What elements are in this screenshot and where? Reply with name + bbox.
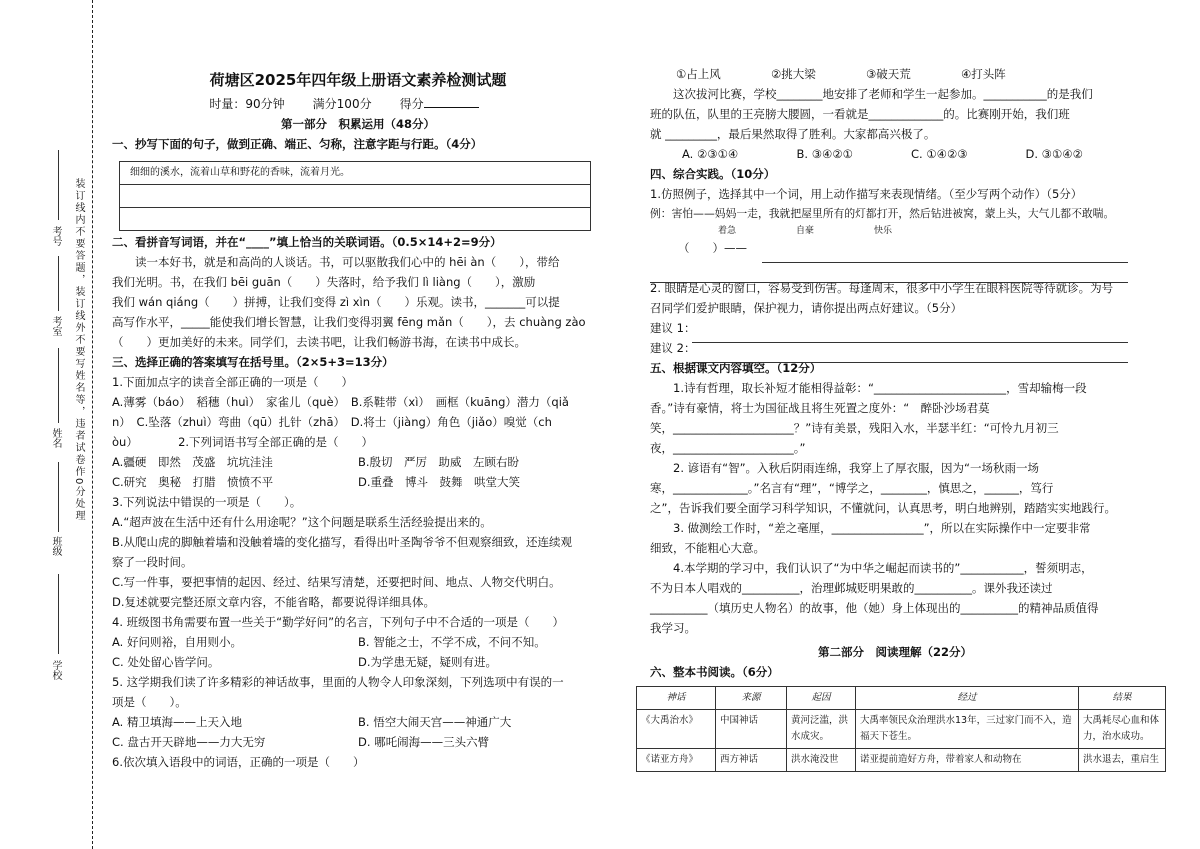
cell-result: 大禹耗尽心血和体力，治水成功。 <box>1079 710 1166 749</box>
practice1-answer-line-2[interactable] <box>650 282 1128 283</box>
q5-line-1: 5. 这学期我们读了许多精彩的神话故事，里面的人物令人印象深刻，下列选项中有误的一 <box>112 675 564 689</box>
q3-option-b2: 察了一段时间。 <box>112 555 193 569</box>
cell-process: 大禹率领民众治理洪水13年，三过家门而不入，造福天下苍生。 <box>856 710 1079 749</box>
part2-heading: 第二部分 阅读理解（22分） <box>817 645 972 659</box>
q3-option-a: A.“超声波在生活中还有什么用途呢？”这个问题是联系生活经验提出来的。 <box>112 515 492 529</box>
cell-myth: 《诺亚方舟》 <box>637 749 716 772</box>
section5-heading: 五、根据课文内容填空。（12分） <box>650 361 822 375</box>
q6-passage-3: 就 _________，最后果然取得了胜利。大家都高兴极了。 <box>650 127 936 141</box>
fill2-line-3: 之”，告诉我们要全面学习科学知识，不懂就问，认真思考，明白地辨别，踏踏实实地践行。 <box>650 501 1116 515</box>
col-source: 来源 <box>716 687 787 710</box>
score-blank[interactable] <box>424 95 479 108</box>
fill1-line-1: 1.诗有哲理，取长补短才能相得益彰：“_______________________，雪却输梅一段 <box>650 381 1087 395</box>
copy-writing-box[interactable] <box>119 161 591 231</box>
q6-word-2: ②挑大梁 <box>771 67 816 81</box>
col-cause: 起因 <box>787 687 856 710</box>
label-exam-number: 考号 <box>50 226 61 246</box>
cell-cause: 洪水淹没世 <box>787 749 856 772</box>
q6-word-1: ①占上风 <box>676 67 721 81</box>
exam-full-score: 满分100分 <box>312 97 372 111</box>
q2-option-a: A.疆硬 即然 茂盛 坑坑洼洼 <box>112 455 273 469</box>
q2-option-c: C.研究 奥秘 打腊 愤愤不平 <box>112 475 274 489</box>
suggestion-2-line[interactable] <box>692 362 1128 363</box>
copy-sentence: 细细的溪水，流着山草和野花的香味，流着月光。 <box>120 162 590 185</box>
q3-option-d: D.复述就要完整还原文章内容，不能省略，都要说得详细具体。 <box>112 595 436 609</box>
suggestion-1-label: 建议 1： <box>650 321 696 335</box>
q6-answer-d: D. ③①④② <box>1025 147 1083 161</box>
q1-options-b: n） C.坠落（zhuì）弯曲（qū）扎针（zhā） D.将士（jiàng）角色（jiǎo）嗅觉（ch <box>112 415 552 429</box>
q5-option-a: A. 精卫填海——上天入地 <box>112 715 242 729</box>
practice1-answer-prefix: （ ）—— <box>678 241 747 255</box>
fill3-line-1: 3. 做测绘工作时，“差之毫厘，________________”，所以在实际操作中一定要非常 <box>650 521 1091 535</box>
q1: 1.下面加点字的读音全部正确的一项是（ ） <box>112 375 353 389</box>
col-myth: 神话 <box>637 687 716 710</box>
q4-option-a: A. 好问则裕，自用则小。 <box>112 635 242 649</box>
fill1-line-4: 夜，_____________________。” <box>650 441 806 455</box>
exam-score-label: 得分 <box>399 97 424 111</box>
cell-source: 西方神话 <box>716 749 787 772</box>
q3-option-c: C.写一件事，要把事情的起因、经过、结果写清楚，还要把时间、地点、人物交代明白。 <box>112 575 561 589</box>
q6-passage-1: 这次拔河比赛，学校________地安排了老师和学生一起参加。___________的是我们 <box>650 87 1093 101</box>
label-exam-room: 考室 <box>50 316 61 336</box>
q4-option-d: D.为学患无疑，疑则有进。 <box>358 655 498 669</box>
label-name: 姓名 <box>50 428 61 448</box>
word-proud: 自豪 <box>796 226 815 236</box>
cell-myth: 《大禹治水》 <box>637 710 716 749</box>
cell-result: 洪水退去，重启生 <box>1079 749 1166 772</box>
cell-process: 诺亚提前造好方舟，带着家人和动物在 <box>856 749 1079 772</box>
fill1-line-2: 香。”诗有豪情，将士为国征战且将生死置之度外：“ 醉卧沙场君莫 <box>650 401 990 415</box>
table-row <box>637 710 1166 749</box>
fill3-line-2: 细致，不能粗心大意。 <box>650 541 765 555</box>
q6-answers <box>650 144 1140 164</box>
q3: 3.下列说法中错误的一项是（ ）。 <box>112 495 302 509</box>
q2-options-row2 <box>112 472 604 492</box>
label-class: 班级 <box>50 536 61 556</box>
q1-options-c: òu） 2.下列词语书写全部正确的是（ ） <box>112 435 374 449</box>
binding-line <box>92 0 93 849</box>
q6-answer-a: A. ②③①④ <box>682 147 739 161</box>
q6-answer-c: C. ①④②③ <box>911 147 968 161</box>
practice1-spacer <box>650 258 1140 278</box>
s2-line-3: 我们 wán qiáng（ ）拼搏，让我们变得 zì xìn（ ）乐观。读书，_______可以提 <box>112 295 560 309</box>
table-header-row <box>637 687 1166 710</box>
q4-options-row1 <box>112 632 604 652</box>
q6-word-options <box>650 64 1056 84</box>
fill4-line-3: __________（填历史人物名）的故事，他（她）身上体现出的__________的精神品质值得 <box>650 601 1099 615</box>
q5-option-c: C. 盘古开天辟地——力大无穷 <box>112 735 266 749</box>
myth-reading-table <box>636 686 1166 772</box>
s2-line-1: 读一本好书，就是和高尚的人谈话。书，可以驱散我们心中的 hēi àn（ ），带给 <box>112 255 560 269</box>
fill1-line-3: 笑，_____________________？”诗有美景，残阳入水，半瑟半红：“可怜九月初三 <box>650 421 1059 435</box>
col-process: 经过 <box>856 687 1079 710</box>
q2-option-b: B.殷切 严厉 助威 左顾右盼 <box>358 455 520 469</box>
q4-option-c: C. 处处留心皆学问。 <box>112 655 220 669</box>
q6: 6.依次填入语段中的词语，正确的一项是（ ） <box>112 755 365 769</box>
q2-option-d: D.重叠 博斗 鼓舞 哄堂大笑 <box>358 475 521 489</box>
section3-heading: 三、选择正确的答案填写在括号里。（2×5+3=13分） <box>112 355 394 369</box>
s2-line-2: 我们光明。书，在我们 bēi guān（ ）失落时，给予我们 lì liàng（ ），激励 <box>112 275 536 289</box>
writing-line-1[interactable] <box>120 185 590 208</box>
exam-meta <box>112 94 604 114</box>
fill2-line-2: 寒，_____________。”名言有“理”，“博学之，________，慎思之，______，笃行 <box>650 481 1054 495</box>
label-school: 学校 <box>50 660 61 680</box>
cell-source: 中国神话 <box>716 710 787 749</box>
fill4-line-4: 我学习。 <box>650 621 696 635</box>
q5-option-b: B. 悟空大闹天宫——神通广大 <box>358 715 512 729</box>
col-result: 结果 <box>1079 687 1166 710</box>
right-column <box>650 64 1140 682</box>
school-line[interactable] <box>58 574 59 654</box>
q4-options-row2 <box>112 652 604 672</box>
writing-line-2[interactable] <box>120 208 590 230</box>
s2-line-5: （ ）更加美好的未来。同学们，去读书吧，让我们畅游书海，在读书中成长。 <box>112 335 526 349</box>
practice1-answer-line[interactable] <box>762 262 1128 263</box>
practice2-line-2: 召同学们爱护眼睛，保护视力，请你提出两点好建议。（5分） <box>650 301 963 315</box>
practice2-line-1: 2. 眼睛是心灵的窗口，容易受到伤害。每逢周末，很多中小学生在眼科医院等待就诊。为号 <box>650 281 1114 295</box>
section1-heading: 一、抄写下面的句子，做到正确、端正、匀称，注意字距与行距。（4分） <box>112 137 483 151</box>
q6-passage-2: 班的队伍，队里的王亮膀大腰圆，一看就是_____________的。比赛刚开始，我们班 <box>650 107 1070 121</box>
page-title: 荷塘区2025年四年级上册语文素养检测试题 <box>209 71 507 89</box>
class-line[interactable] <box>58 462 59 532</box>
binding-notice: 装订线内不要答题，装订线外不要写姓名等，违者试卷作0分处理 <box>73 178 84 523</box>
q1-options-a: A.薄雾（báo） 稻穗（huì） 家雀儿（què） B.系鞋带（xì） 画框（kuāng）潜力（qiǎ <box>112 395 569 409</box>
name-line[interactable] <box>58 348 59 423</box>
exam-room-line[interactable] <box>58 256 59 311</box>
q6-word-4: ④打头阵 <box>961 67 1006 81</box>
q5-line-2: 项是（ ）。 <box>112 695 187 709</box>
section6-heading: 六、整本书阅读。（6分） <box>650 665 779 679</box>
q5-options-row2 <box>112 732 604 752</box>
cell-cause: 黄河泛滥，洪水成灾。 <box>787 710 856 749</box>
section2-heading: 二、看拼音写词语，并在“____”填上恰当的关联词语。（0.5×14+2=9分） <box>112 235 502 249</box>
q4-option-b: B. 智能之士，不学不成，不问不知。 <box>358 635 546 649</box>
part1-heading: 第一部分 积累运用（48分） <box>280 117 435 131</box>
practice1-example: 例：害怕——妈妈一走，我就把屋里所有的灯都打开，然后钻进被窝，蒙上头，大气儿都不敢喘。 <box>650 207 1115 220</box>
exam-number-line[interactable] <box>58 150 59 220</box>
q4: 4. 班级图书角需要布置一些关于“勤学好问”的名言，下列句子中不合适的一项是（ ） <box>112 615 565 629</box>
q2-options-row1 <box>112 452 604 472</box>
practice1-words <box>650 224 1140 238</box>
q6-answer-b: B. ③④②① <box>796 147 853 161</box>
left-column <box>112 70 604 154</box>
practice1: 1.仿照例子，选择其中一个词，用上动作描写来表现情绪。（至少写两个动作）（5分） <box>650 187 1083 201</box>
q3-option-b1: B.从爬山虎的脚触着墙和没触着墙的变化描写，看得出叶圣陶爷爷不但观察细致，还连续观 <box>112 535 573 549</box>
fill2-line-1: 2. 谚语有“智”。入秋后阴雨连绵，我穿上了厚衣服，因为“一场秋雨一场 <box>650 461 1039 475</box>
fill4-line-2: 不为日本人唱戏的__________，治理邺城贬明果敢的__________。课外我还读过 <box>650 581 1053 595</box>
q5-options-row1 <box>112 712 604 732</box>
left-column-body <box>112 232 604 772</box>
word-happy: 快乐 <box>874 226 893 236</box>
exam-time: 时量：90分钟 <box>209 97 285 111</box>
section4-heading: 四、综合实践。（10分） <box>650 167 776 181</box>
s2-line-4: 高写作水平，_____能使我们增长智慧，让我们变得羽翼 fēng mǎn（ ），去 chuàng zào <box>112 315 586 329</box>
suggestion-1-line[interactable] <box>692 342 1128 343</box>
fill4-line-1: 4.本学期的学习中，我们认识了“为中华之崛起而读书的”___________，誓须明志， <box>650 561 1093 575</box>
table-row <box>637 749 1166 772</box>
q5-option-d: D. 哪吒闹海——三头六臂 <box>358 735 490 749</box>
suggestion-2-label: 建议 2： <box>650 341 696 355</box>
word-anxious: 着急 <box>718 226 737 236</box>
q6-word-3: ③破天荒 <box>866 67 911 81</box>
